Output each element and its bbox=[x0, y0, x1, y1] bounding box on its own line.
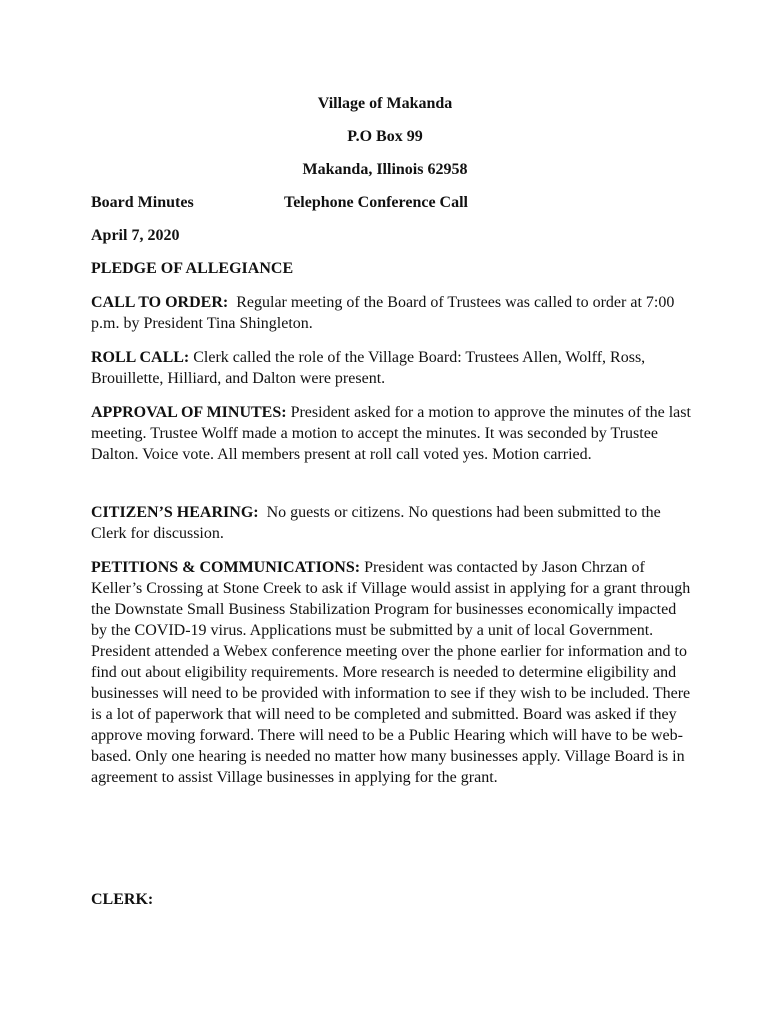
city-state-zip: Makanda, Illinois 62958 bbox=[302, 161, 468, 178]
village-name: Village of Makanda bbox=[317, 95, 453, 112]
call-to-order-text: Regular meeting of the Board of Trustees was called to order at 7:00 p.m. by President Tina Shingleton. bbox=[91, 294, 675, 332]
citizens-hearing-label: CITIZEN’S HEARING: bbox=[91, 504, 259, 521]
citizens-hearing-text: No guests or citizens. No questions had been submitted to the Clerk for discussion. bbox=[91, 504, 661, 542]
meeting-type: Telephone Conference Call bbox=[284, 194, 468, 211]
roll-call-text: Clerk called the role of the Village Board: Trustees Allen, Wolff, Ross, Brouillette, Hilliard, and Dalton were present. bbox=[91, 349, 646, 387]
clerk-heading: CLERK: bbox=[91, 891, 154, 908]
roll-call-section bbox=[91, 347, 691, 389]
call-to-order-section bbox=[91, 292, 691, 334]
approval-of-minutes-label: APPROVAL OF MINUTES: bbox=[91, 404, 287, 421]
petitions-text: President was contacted by Jason Chrzan of Keller’s Crossing at Stone Creek to ask if Village would assist in applying for a grant through the Downstate Small Business Stabilization Program for businesses economically impacted by the COVID-19 virus. Applications must be submitted by a unit of local Government. President attended a Webex conference meeting over the phone earlier for information and to find out about eligibility requirements. More research is needed to determine eligibility and businesses will need to be provided with information to see if they wish to be included. There is a lot of paperwork that will need to be completed and submitted. Board was asked if they approve moving forward. There will need to be a Public Hearing which will have to be web-based. Only one hearing is needed no matter how many businesses apply. Village Board is in agreement to assist Village businesses in applying for the grant. bbox=[91, 559, 691, 786]
approval-of-minutes-text: President asked for a motion to approve the minutes of the last meeting. Trustee Wolff made a motion to accept the minutes. It was seconded by Trustee Dalton. Voice vote. All members present at roll call voted yes. Motion carried. bbox=[91, 404, 691, 463]
po-box: P.O Box 99 bbox=[347, 128, 423, 145]
document-type: Board Minutes bbox=[91, 194, 194, 211]
meeting-date: April 7, 2020 bbox=[91, 227, 180, 244]
call-to-order-label: CALL TO ORDER: bbox=[91, 294, 229, 311]
roll-call-label: ROLL CALL: bbox=[91, 349, 190, 366]
citizens-hearing-section bbox=[91, 502, 691, 544]
petitions-label: PETITIONS & COMMUNICATIONS: bbox=[91, 559, 361, 576]
petitions-section bbox=[91, 557, 691, 788]
approval-of-minutes-section bbox=[91, 402, 691, 465]
pledge-heading: PLEDGE OF ALLEGIANCE bbox=[91, 260, 294, 277]
